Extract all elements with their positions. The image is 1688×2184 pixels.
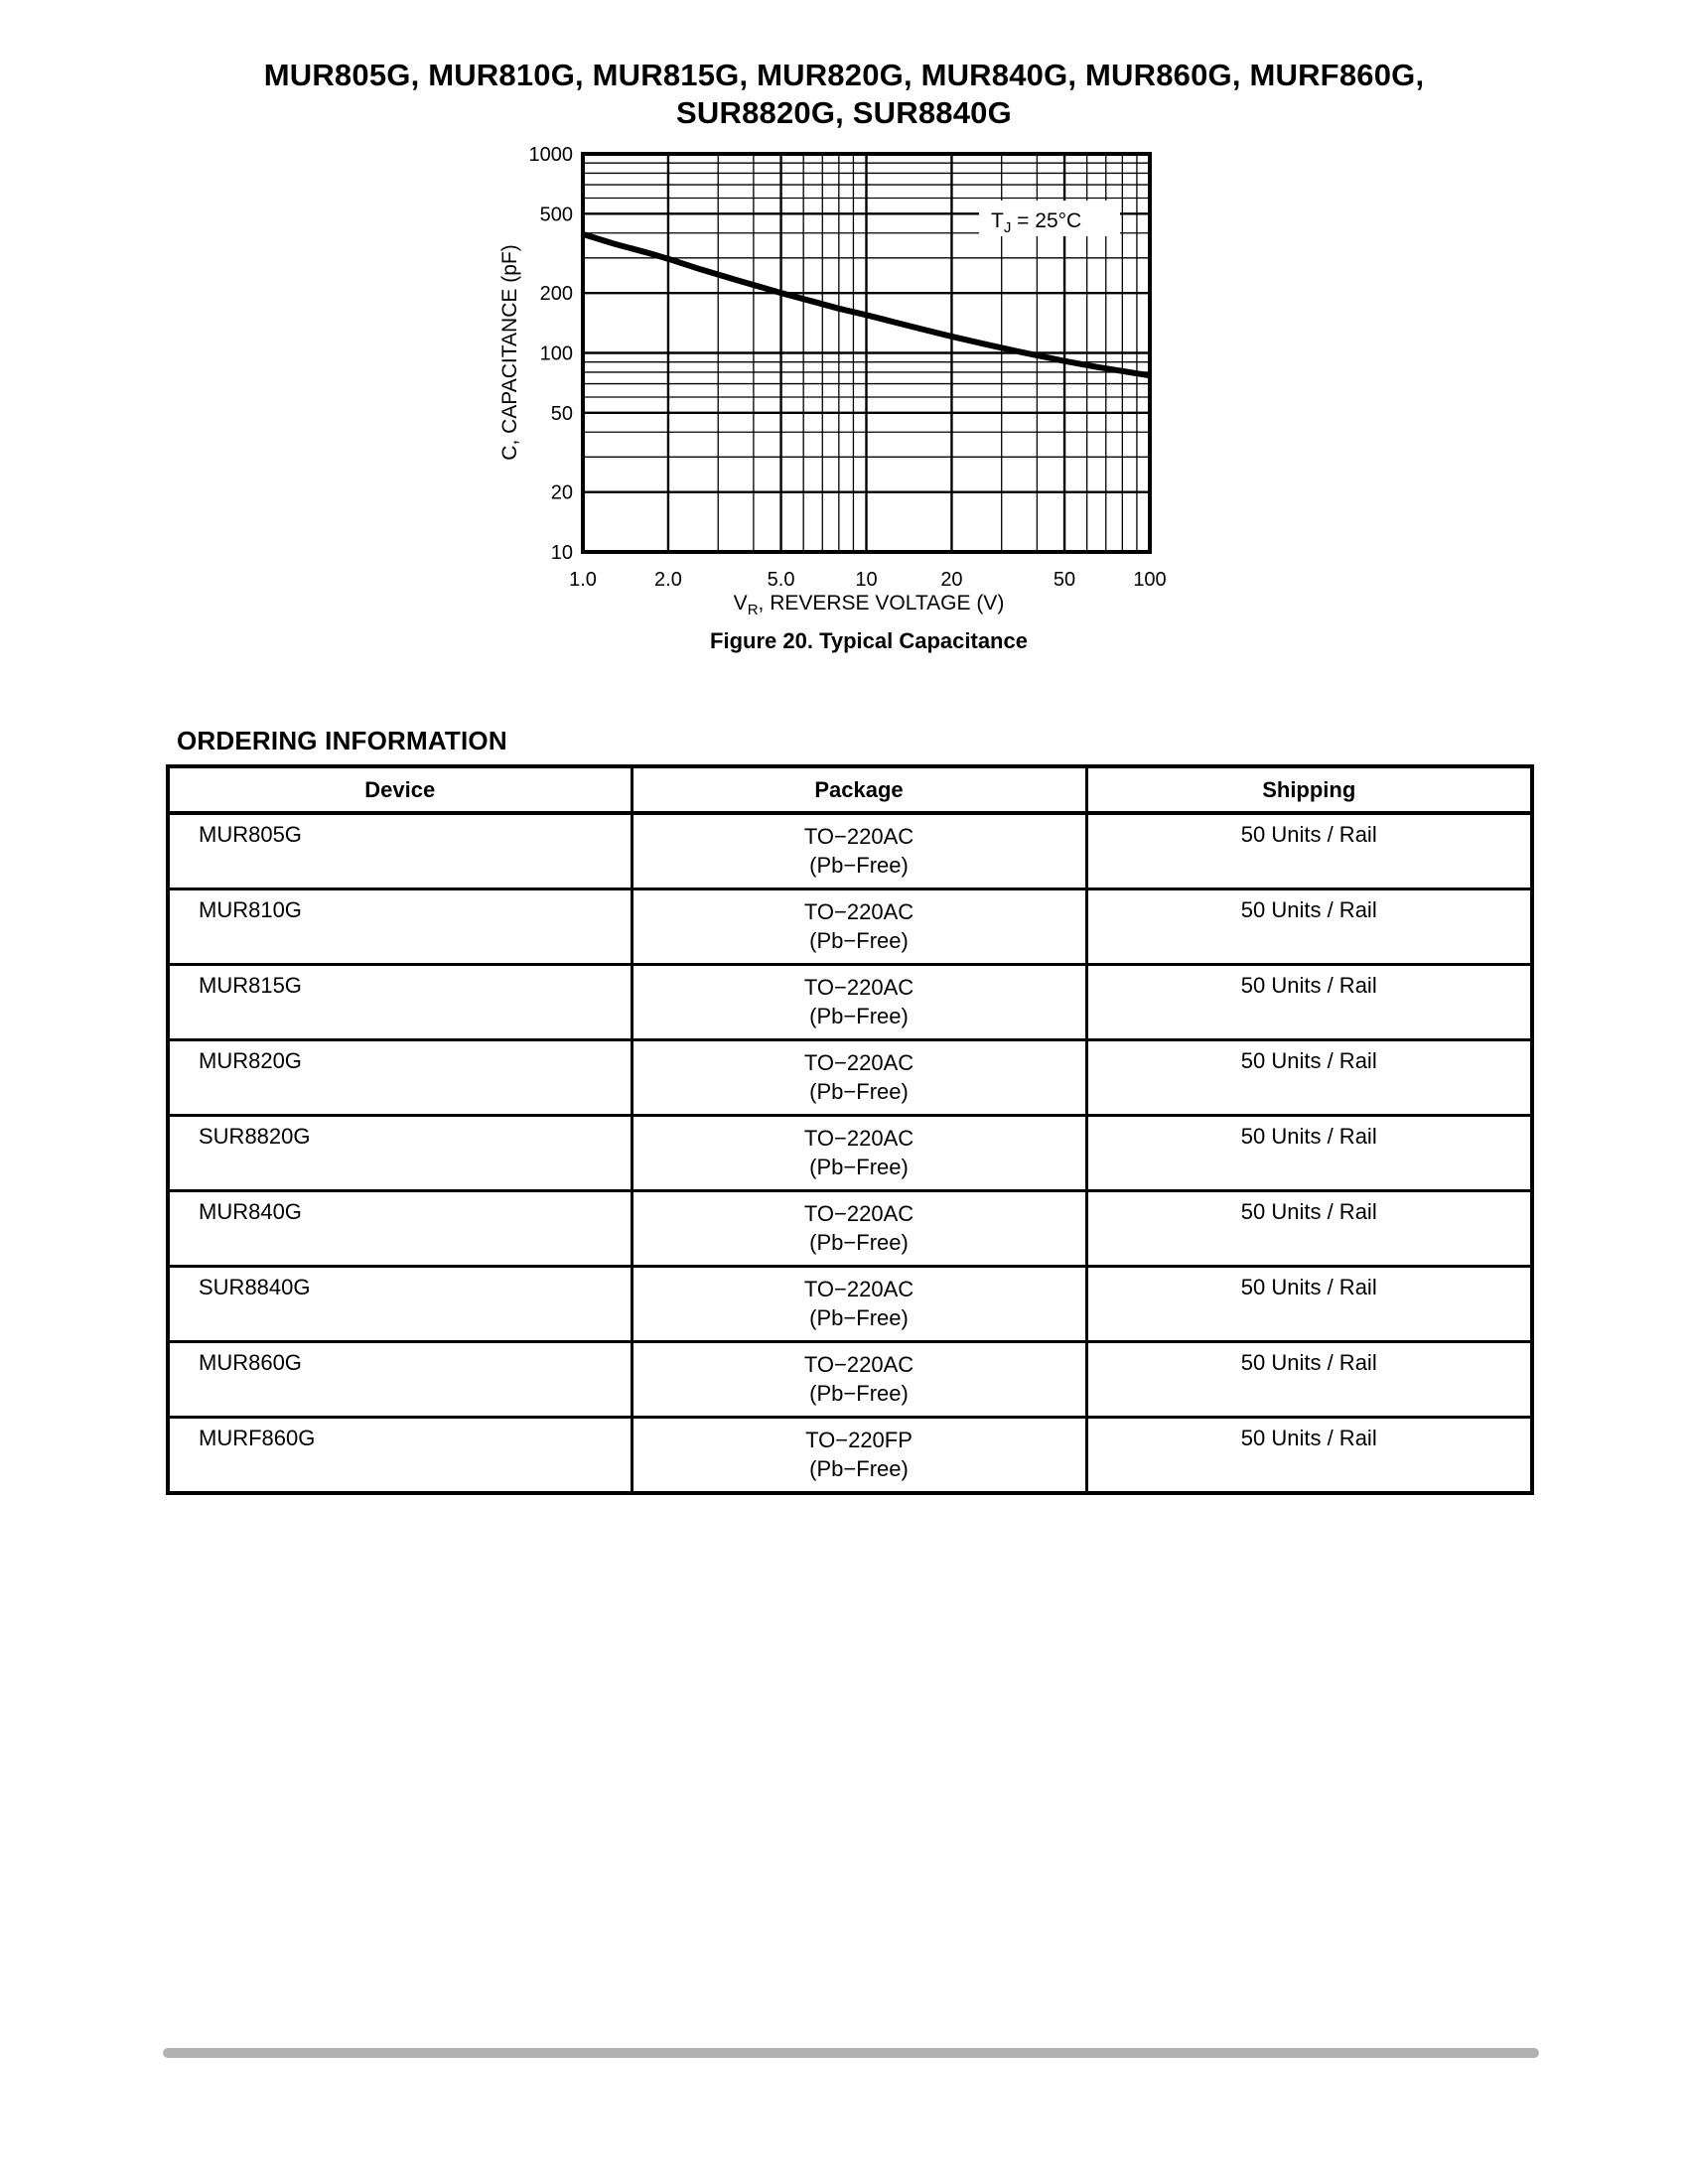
y-axis-title: C, CAPACITANCE (pF) [498, 244, 521, 461]
device-cell: SUR8840G [168, 1267, 632, 1342]
table-row [168, 1267, 1532, 1342]
page-title-line1: MUR805G, MUR810G, MUR815G, MUR820G, MUR840G, MUR860G, MURF860G, [263, 58, 1425, 92]
shipping-column-header: Shipping [1086, 766, 1532, 813]
package-line2: (Pb−Free) [809, 1456, 909, 1481]
package-line2: (Pb−Free) [809, 1305, 909, 1330]
y-tick-label: 500 [539, 204, 573, 226]
package-cell [632, 889, 1086, 965]
package-line2: (Pb−Free) [809, 1079, 909, 1104]
device-cell: MUR805G [168, 813, 632, 889]
x-tick-label: 10 [855, 569, 878, 591]
package-line1: TO−220AC [803, 1050, 914, 1075]
shipping-cell: 50 Units / Rail [1086, 1191, 1532, 1267]
package-cell [632, 1191, 1086, 1267]
y-tick-label: 10 [550, 542, 573, 564]
package-line2: (Pb−Free) [809, 853, 909, 878]
device-cell: MURF860G [168, 1418, 632, 1494]
package-cell [632, 1267, 1086, 1342]
package-line2: (Pb−Free) [809, 1381, 909, 1406]
package-line1: TO−220AC [803, 899, 914, 924]
shipping-cell: 50 Units / Rail [1086, 965, 1532, 1040]
package-cell [632, 1342, 1086, 1418]
table-row [168, 965, 1532, 1040]
ordering-table-body [168, 813, 1532, 1493]
package-line1: TO−220AC [803, 975, 914, 1000]
tj-annotation-text: $T_J = 25^\circ C$ [991, 209, 1082, 236]
capacitance-chart-svg [447, 99, 1201, 665]
table-row [168, 813, 1532, 889]
package-line2: (Pb−Free) [809, 928, 909, 953]
shipping-cell: 50 Units / Rail [1086, 1418, 1532, 1494]
capacitance-chart [447, 99, 1201, 665]
ordering-table-header [168, 766, 1532, 813]
x-tick-label: 5.0 [767, 569, 795, 591]
x-axis-title [734, 592, 1005, 618]
package-line1: TO−220AC [803, 1126, 914, 1151]
package-line2: (Pb−Free) [809, 1230, 909, 1255]
table-row [168, 1191, 1532, 1267]
x-tick-label: 100 [1133, 569, 1167, 591]
package-line1: TO−220AC [803, 824, 914, 849]
shipping-cell: 50 Units / Rail [1086, 1342, 1532, 1418]
x-tick-label: 2.0 [654, 569, 682, 591]
package-column-header: Package [632, 766, 1086, 813]
package-cell [632, 965, 1086, 1040]
package-cell [632, 813, 1086, 889]
device-cell: MUR820G [168, 1040, 632, 1116]
package-line1: TO−220FP [805, 1428, 913, 1452]
y-tick-label: 1000 [528, 144, 573, 166]
package-line1: TO−220AC [803, 1201, 914, 1226]
shipping-cell: 50 Units / Rail [1086, 1267, 1532, 1342]
page-title-line2: SUR8820G, SUR8840G [676, 95, 1012, 130]
x-axis-title-text: $V_R$, REVERSE VOLTAGE (V) [733, 592, 1005, 618]
shipping-cell: 50 Units / Rail [1086, 813, 1532, 889]
table-row [168, 1418, 1532, 1494]
table-row [168, 1116, 1532, 1191]
y-tick-label: 20 [550, 481, 573, 504]
ordering-information-heading: ORDERING INFORMATION [177, 726, 507, 755]
tj-annotation [979, 201, 1120, 236]
package-line2: (Pb−Free) [809, 1155, 909, 1179]
package-cell [632, 1418, 1086, 1494]
header-row [168, 766, 1532, 813]
shipping-cell: 50 Units / Rail [1086, 1116, 1532, 1191]
y-tick-label: 200 [539, 283, 573, 306]
package-cell [632, 1116, 1086, 1191]
x-tick-label: 50 [1053, 569, 1076, 591]
device-cell: MUR840G [168, 1191, 632, 1267]
footer-divider [163, 2048, 1539, 2058]
ordering-table [166, 764, 1534, 1495]
package-line1: TO−220AC [803, 1352, 914, 1377]
package-cell [632, 1040, 1086, 1116]
shipping-cell: 50 Units / Rail [1086, 889, 1532, 965]
device-cell: SUR8820G [168, 1116, 632, 1191]
x-tick-label: 20 [940, 569, 963, 591]
y-tick-label: 50 [550, 402, 573, 425]
package-line2: (Pb−Free) [809, 1004, 909, 1028]
package-line1: TO−220AC [803, 1277, 914, 1301]
device-cell: MUR860G [168, 1342, 632, 1418]
x-tick-label: 1.0 [569, 569, 597, 591]
y-tick-label: 100 [539, 342, 573, 365]
device-column-header: Device [168, 766, 632, 813]
table-row [168, 1342, 1532, 1418]
table-row [168, 889, 1532, 965]
shipping-cell: 50 Units / Rail [1086, 1040, 1532, 1116]
figure-caption: Figure 20. Typical Capacitance [710, 628, 1028, 653]
device-cell: MUR810G [168, 889, 632, 965]
table-row [168, 1040, 1532, 1116]
device-cell: MUR815G [168, 965, 632, 1040]
